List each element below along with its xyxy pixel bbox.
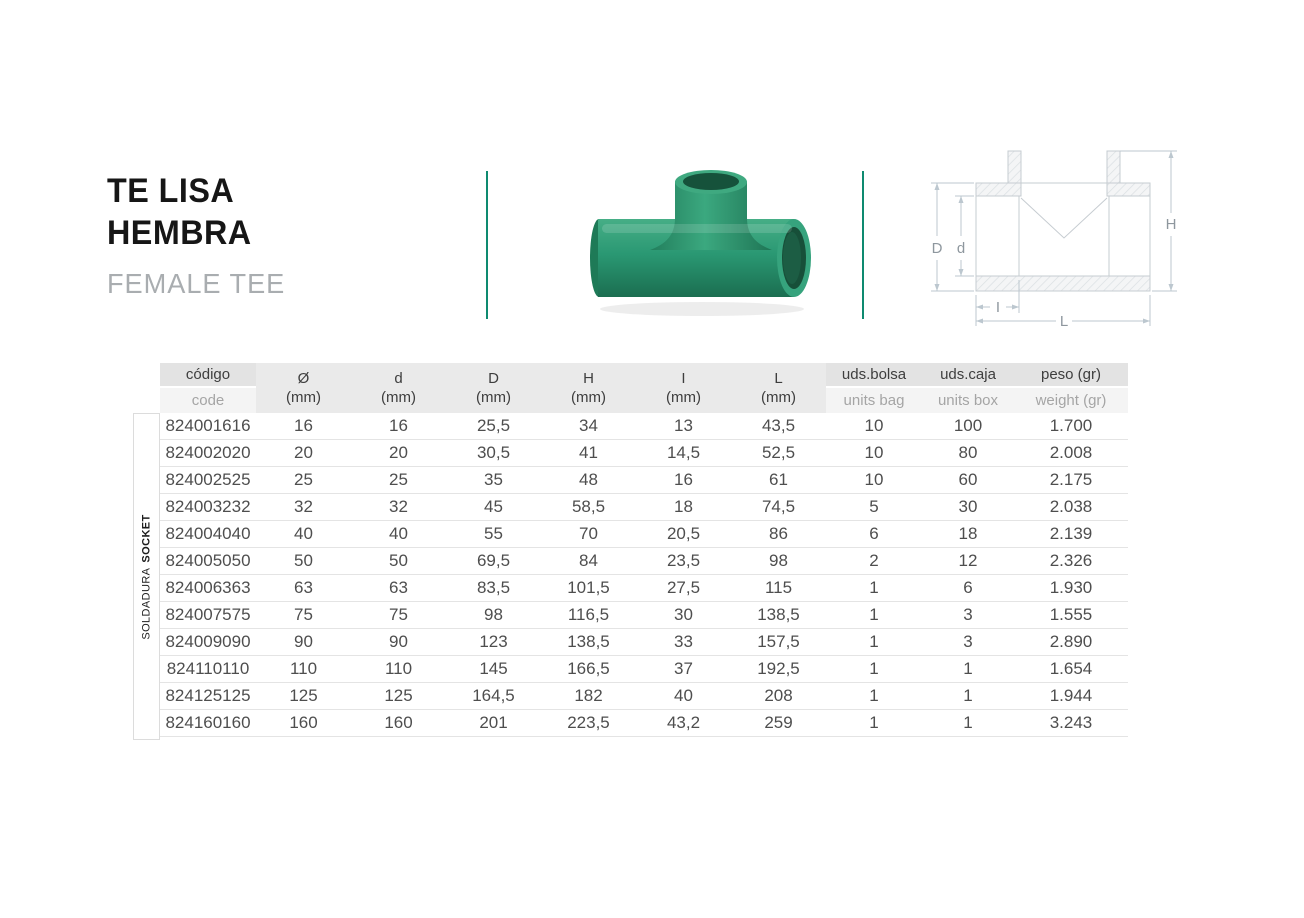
cell-H_mm: 166,5 xyxy=(541,656,636,683)
cell-codigo: 824004040 xyxy=(160,521,256,548)
cell-o_mm: 160 xyxy=(256,710,351,737)
cell-uds_bolsa: 1 xyxy=(826,575,922,602)
cell-D_mm: 98 xyxy=(446,602,541,629)
cell-uds_bolsa: 1 xyxy=(826,710,922,737)
cell-peso_gr: 2.890 xyxy=(1014,629,1128,656)
cell-peso_gr: 1.555 xyxy=(1014,602,1128,629)
cell-d_mm: 160 xyxy=(351,710,446,737)
cell-d_mm: 75 xyxy=(351,602,446,629)
cell-o_mm: 110 xyxy=(256,656,351,683)
cell-H_mm: 182 xyxy=(541,683,636,710)
cell-uds_bolsa: 5 xyxy=(826,494,922,521)
cell-I_mm: 37 xyxy=(636,656,731,683)
table-row xyxy=(160,413,1128,440)
col-header-d: d (mm) xyxy=(351,363,446,413)
photo-shadow xyxy=(600,302,804,316)
cell-codigo: 824003232 xyxy=(160,494,256,521)
dimension-diagram xyxy=(918,128,1198,338)
cell-peso_gr: 2.175 xyxy=(1014,467,1128,494)
col-header-H: H (mm) xyxy=(541,363,636,413)
col-header-codigo: código xyxy=(160,363,256,387)
cell-L_mm: 61 xyxy=(731,467,826,494)
col-header-diameter: Ø (mm) xyxy=(256,363,351,413)
cell-D_mm: 35 xyxy=(446,467,541,494)
product-photo xyxy=(578,148,830,324)
cell-D_mm: 123 xyxy=(446,629,541,656)
cell-o_mm: 20 xyxy=(256,440,351,467)
dim-label-I: I xyxy=(995,299,1001,316)
cell-L_mm: 43,5 xyxy=(731,413,826,440)
cell-I_mm: 20,5 xyxy=(636,521,731,548)
cell-L_mm: 208 xyxy=(731,683,826,710)
cell-uds_bolsa: 10 xyxy=(826,467,922,494)
cell-H_mm: 34 xyxy=(541,413,636,440)
cell-o_mm: 75 xyxy=(256,602,351,629)
cell-o_mm: 125 xyxy=(256,683,351,710)
cell-I_mm: 16 xyxy=(636,467,731,494)
title-block xyxy=(107,170,291,300)
cell-H_mm: 116,5 xyxy=(541,602,636,629)
cell-uds_caja: 1 xyxy=(922,710,1014,737)
product-title-es-line2: HEMBRA xyxy=(107,214,252,252)
cell-codigo: 824005050 xyxy=(160,548,256,575)
table-row xyxy=(160,629,1128,656)
dim-label-d: d xyxy=(956,240,966,257)
cell-L_mm: 98 xyxy=(731,548,826,575)
cell-peso_gr: 1.930 xyxy=(1014,575,1128,602)
cell-o_mm: 90 xyxy=(256,629,351,656)
col-header-uds-caja: uds.caja xyxy=(922,363,1014,387)
cell-peso_gr: 2.326 xyxy=(1014,548,1128,575)
cell-o_mm: 32 xyxy=(256,494,351,521)
category-cell xyxy=(133,413,160,740)
cell-uds_caja: 3 xyxy=(922,602,1014,629)
cell-codigo: 824006363 xyxy=(160,575,256,602)
col-header-D: D (mm) xyxy=(446,363,541,413)
cell-d_mm: 63 xyxy=(351,575,446,602)
cell-uds_caja: 80 xyxy=(922,440,1014,467)
cell-H_mm: 41 xyxy=(541,440,636,467)
dim-label-H: H xyxy=(1165,216,1177,233)
cell-peso_gr: 2.038 xyxy=(1014,494,1128,521)
cell-uds_caja: 100 xyxy=(922,413,1014,440)
col-header-weight: weight (gr) xyxy=(1014,387,1128,413)
cell-o_mm: 63 xyxy=(256,575,351,602)
col-header-L: L (mm) xyxy=(731,363,826,413)
cell-uds_bolsa: 1 xyxy=(826,656,922,683)
col-header-uds-bolsa: uds.bolsa xyxy=(826,363,922,387)
table-row xyxy=(160,467,1128,494)
cell-uds_bolsa: 1 xyxy=(826,683,922,710)
col-header-peso: peso (gr) xyxy=(1014,363,1128,387)
cell-uds_bolsa: 10 xyxy=(826,413,922,440)
cell-I_mm: 18 xyxy=(636,494,731,521)
cell-codigo: 824002525 xyxy=(160,467,256,494)
cell-I_mm: 14,5 xyxy=(636,440,731,467)
col-header-I: I (mm) xyxy=(636,363,731,413)
cell-D_mm: 201 xyxy=(446,710,541,737)
cell-codigo: 824002020 xyxy=(160,440,256,467)
cell-H_mm: 58,5 xyxy=(541,494,636,521)
cell-L_mm: 115 xyxy=(731,575,826,602)
category-label: SOLDADURASOCKET xyxy=(140,513,153,640)
cell-L_mm: 74,5 xyxy=(731,494,826,521)
cell-uds_bolsa: 6 xyxy=(826,521,922,548)
cell-I_mm: 23,5 xyxy=(636,548,731,575)
cell-d_mm: 50 xyxy=(351,548,446,575)
col-header-units-bag: units bag xyxy=(826,387,922,413)
table-row xyxy=(160,710,1128,737)
cell-d_mm: 20 xyxy=(351,440,446,467)
cell-codigo: 824125125 xyxy=(160,683,256,710)
cell-codigo: 824001616 xyxy=(160,413,256,440)
cell-d_mm: 90 xyxy=(351,629,446,656)
cell-L_mm: 138,5 xyxy=(731,602,826,629)
cell-o_mm: 40 xyxy=(256,521,351,548)
cell-D_mm: 145 xyxy=(446,656,541,683)
cell-o_mm: 16 xyxy=(256,413,351,440)
cell-uds_caja: 30 xyxy=(922,494,1014,521)
product-title-en: FEMALE TEE xyxy=(107,268,286,299)
cell-peso_gr: 1.654 xyxy=(1014,656,1128,683)
cell-uds_caja: 60 xyxy=(922,467,1014,494)
cell-peso_gr: 2.008 xyxy=(1014,440,1128,467)
cell-codigo: 824160160 xyxy=(160,710,256,737)
cell-o_mm: 50 xyxy=(256,548,351,575)
cell-D_mm: 164,5 xyxy=(446,683,541,710)
cell-L_mm: 259 xyxy=(731,710,826,737)
cell-uds_caja: 18 xyxy=(922,521,1014,548)
cell-L_mm: 157,5 xyxy=(731,629,826,656)
cell-I_mm: 33 xyxy=(636,629,731,656)
cell-o_mm: 25 xyxy=(256,467,351,494)
cell-D_mm: 45 xyxy=(446,494,541,521)
cell-L_mm: 86 xyxy=(731,521,826,548)
cell-uds_caja: 12 xyxy=(922,548,1014,575)
cell-I_mm: 43,2 xyxy=(636,710,731,737)
cell-H_mm: 223,5 xyxy=(541,710,636,737)
cell-H_mm: 101,5 xyxy=(541,575,636,602)
cell-uds_caja: 3 xyxy=(922,629,1014,656)
cell-codigo: 824007575 xyxy=(160,602,256,629)
cell-d_mm: 25 xyxy=(351,467,446,494)
cell-d_mm: 32 xyxy=(351,494,446,521)
cell-uds_bolsa: 10 xyxy=(826,440,922,467)
header-row-top xyxy=(160,363,1128,387)
cell-codigo: 824009090 xyxy=(160,629,256,656)
col-header-units-box: units box xyxy=(922,387,1014,413)
spec-table xyxy=(160,363,1128,737)
cell-D_mm: 83,5 xyxy=(446,575,541,602)
table-row xyxy=(160,656,1128,683)
table-row xyxy=(160,521,1128,548)
cell-codigo: 824110110 xyxy=(160,656,256,683)
cell-H_mm: 70 xyxy=(541,521,636,548)
cell-uds_caja: 1 xyxy=(922,656,1014,683)
table-row xyxy=(160,683,1128,710)
cell-H_mm: 138,5 xyxy=(541,629,636,656)
cell-D_mm: 55 xyxy=(446,521,541,548)
table-row xyxy=(160,602,1128,629)
table-row xyxy=(160,440,1128,467)
cell-d_mm: 40 xyxy=(351,521,446,548)
cell-peso_gr: 1.700 xyxy=(1014,413,1128,440)
separator-line-right xyxy=(862,171,864,319)
dim-label-D: D xyxy=(931,240,943,257)
cell-d_mm: 125 xyxy=(351,683,446,710)
cell-I_mm: 13 xyxy=(636,413,731,440)
cell-L_mm: 192,5 xyxy=(731,656,826,683)
table-row xyxy=(160,575,1128,602)
col-header-code-en: code xyxy=(160,387,256,413)
cell-uds_caja: 1 xyxy=(922,683,1014,710)
cell-uds_bolsa: 2 xyxy=(826,548,922,575)
cell-L_mm: 52,5 xyxy=(731,440,826,467)
table-row xyxy=(160,548,1128,575)
cell-peso_gr: 3.243 xyxy=(1014,710,1128,737)
cell-H_mm: 84 xyxy=(541,548,636,575)
cell-uds_bolsa: 1 xyxy=(826,602,922,629)
cell-peso_gr: 2.139 xyxy=(1014,521,1128,548)
cell-I_mm: 27,5 xyxy=(636,575,731,602)
separator-line-left xyxy=(486,171,488,319)
cell-D_mm: 69,5 xyxy=(446,548,541,575)
product-title-es-line1: TE LISA xyxy=(107,172,235,210)
cell-H_mm: 48 xyxy=(541,467,636,494)
cell-I_mm: 40 xyxy=(636,683,731,710)
table-body xyxy=(160,413,1128,737)
dim-label-L: L xyxy=(1059,313,1069,330)
cell-d_mm: 110 xyxy=(351,656,446,683)
table-row xyxy=(160,494,1128,521)
cell-uds_bolsa: 1 xyxy=(826,629,922,656)
cell-I_mm: 30 xyxy=(636,602,731,629)
cell-D_mm: 25,5 xyxy=(446,413,541,440)
cell-D_mm: 30,5 xyxy=(446,440,541,467)
cell-d_mm: 16 xyxy=(351,413,446,440)
cell-peso_gr: 1.944 xyxy=(1014,683,1128,710)
cell-uds_caja: 6 xyxy=(922,575,1014,602)
